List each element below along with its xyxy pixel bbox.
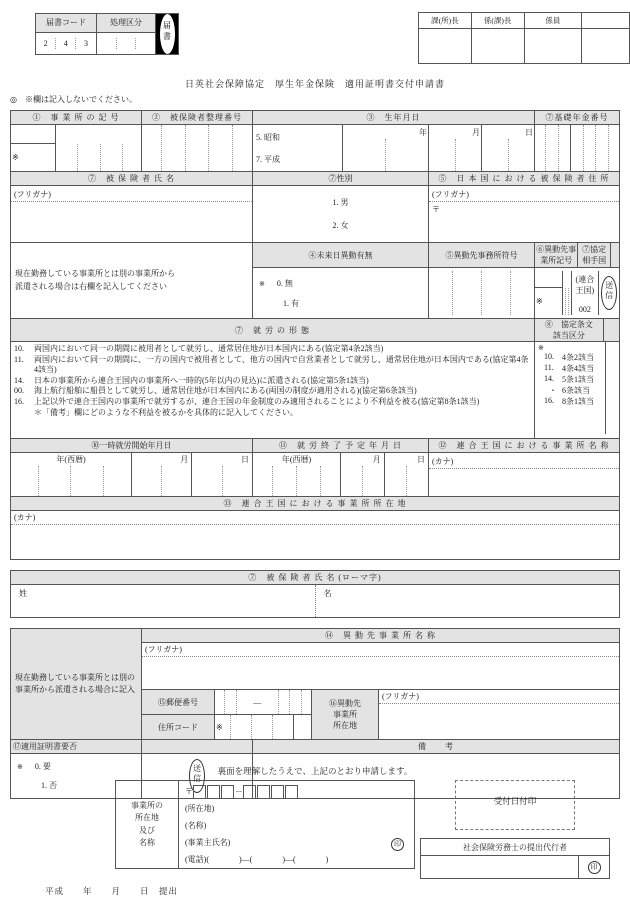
form-note: ◎ ※欄は記入しないでください。 xyxy=(10,95,137,104)
work-form-list xyxy=(11,342,535,439)
header-work-end-date: ⑪ 就 労 終 了 予 定 年 月 日 xyxy=(253,439,429,453)
country-code: 002 xyxy=(578,305,591,314)
approval-table xyxy=(418,12,630,64)
postal-code-row[interactable] xyxy=(185,785,408,799)
postal-dash: — xyxy=(236,690,278,714)
work-form-item[interactable] xyxy=(14,397,531,408)
todokesho-side-label xyxy=(156,14,179,55)
header-transfer-estab-symbol: ⑥異動先事業所記号 xyxy=(536,245,577,265)
header-basic-pension-number: ⑦基礎年金番号 xyxy=(535,111,620,125)
work-item-text: 上記以外で連合王国内の事業所で就労するが、連合王国の年金制度のみ適用されることにより不利益を被る(協定第8条1該当) xyxy=(34,396,480,406)
header-address-code: 住所コード xyxy=(142,715,215,740)
sr-agent-name-field[interactable] xyxy=(421,856,579,879)
dispatch-note-line1: 現在勤務している事業所とは別の事業所から xyxy=(15,268,175,278)
kome-mark-article: ※ xyxy=(538,344,544,352)
field-future-transfer[interactable] xyxy=(253,268,429,319)
field-basic-pension-number[interactable] xyxy=(535,125,620,172)
work-form-footnote: ＊「備考」欄にどのような不利益を被るかを具体的に記入してください。 xyxy=(34,408,298,418)
label-month: 月 xyxy=(429,125,482,139)
header-work-form: ⑦ 就 労 の 形 態 xyxy=(11,319,535,342)
header-remarks: 備 考 xyxy=(253,740,620,754)
code-table xyxy=(35,13,179,55)
sr-agent-seal[interactable] xyxy=(579,856,610,879)
article-item[interactable]: ・ 6条該当 xyxy=(549,386,590,395)
sex-option-female[interactable]: 2. 女 xyxy=(332,221,349,230)
agreement-article-line2: 該当区分 xyxy=(552,331,585,340)
work-item-text: 両国内において同一の期間に被用者として就労し、通常居住地が日本国内にある(協定第4条2該当) xyxy=(34,344,384,353)
label-start-day: 日 xyxy=(241,455,249,464)
input-uk-estab-address[interactable] xyxy=(11,525,619,559)
input-japan-address[interactable] xyxy=(429,202,619,240)
code-digits-cell xyxy=(36,32,97,54)
process-value-cell[interactable] xyxy=(97,32,156,54)
establishment-fields xyxy=(179,781,415,869)
approval-cell-blank[interactable] xyxy=(582,29,630,64)
agreement-article-line1: ⑧ 協定条文 xyxy=(544,320,593,329)
cert-option-required[interactable]: 0. 要 xyxy=(34,762,51,771)
code-digit-1: 2 xyxy=(36,38,56,49)
input-insured-name[interactable] xyxy=(11,202,252,240)
era-heisei[interactable]: 7. 平成 xyxy=(256,154,280,164)
kome-mark-estab: ※ xyxy=(535,288,562,316)
furigana-transfer-estab: (フリガナ) xyxy=(142,643,619,657)
work-item-num: 11. xyxy=(14,354,24,364)
work-item-num: 00. xyxy=(14,386,24,396)
header-insured-number: ② 被保険者整理番号 xyxy=(142,111,253,125)
field-insured-name-roman[interactable] xyxy=(11,585,620,618)
field-transfer-office-symbol[interactable] xyxy=(429,268,535,319)
sr-agent-table xyxy=(420,838,610,879)
dispatch-note xyxy=(11,243,253,319)
field-birth-month-day[interactable] xyxy=(429,125,535,172)
label-year: 年 xyxy=(419,127,427,137)
label-start-year: 年(西暦) xyxy=(11,453,132,466)
field-japan-address[interactable] xyxy=(429,186,620,243)
input-transfer-estab-name[interactable] xyxy=(142,657,619,689)
header-uk-estab-address: ⑬ 連 合 王 国 に お け る 事 業 所 所 在 地 xyxy=(11,497,620,511)
approval-header-blank xyxy=(582,13,630,29)
receipt-stamp-box: 受付日付印 xyxy=(455,780,575,830)
header-uk-estab-name: ⑫ 連 合 王 国 に お け る 事 業 所 名 称 xyxy=(429,439,620,453)
article-item[interactable]: 11. 4条4該当 xyxy=(544,363,594,373)
header-office-symbol: ① 事 業 所 の 記 号 xyxy=(11,111,142,125)
work-form-item[interactable] xyxy=(14,386,531,397)
label-end-year: 年(西暦) xyxy=(253,453,341,466)
main-form-table xyxy=(10,110,620,799)
header-group-6-7 xyxy=(535,243,620,268)
furigana-address: (フリガナ) xyxy=(429,188,619,202)
establishment-phone[interactable]: (電話)( )—( )—( ) xyxy=(185,855,329,864)
work-item-text: 両国内において同一の期間に、一方の国内で被用者として、他方の国内で自営業者として就労し、通常居住地が日本国内である(協定第4条4該当) xyxy=(34,354,529,375)
transfer-option-yes[interactable]: 1. 有 xyxy=(283,298,299,308)
header-insured-name: ⑦ 被 保 険 者 氏 名 xyxy=(11,172,253,186)
process-header-label: 処理区分 xyxy=(97,14,156,33)
send-label-1: 送 信 xyxy=(601,276,617,310)
establishment-name[interactable]: (名称) xyxy=(185,821,207,830)
kome-mark-transfer: ※ xyxy=(259,279,265,288)
field-birth-year[interactable] xyxy=(342,125,428,172)
field-postal-code[interactable] xyxy=(215,690,312,715)
approval-cell-kakaricho[interactable] xyxy=(471,29,524,64)
furigana-transfer-address: (フリガナ) xyxy=(379,690,619,704)
label-first-name: 名 xyxy=(323,589,332,598)
code-digit-3: 3 xyxy=(84,38,89,48)
dispatch-note-line2: 派遣される場合は右欄を記入してください xyxy=(15,281,167,291)
header-work-start-date: ⑩一時就労開始年月日 xyxy=(11,439,253,453)
work-form-item[interactable] xyxy=(14,355,531,376)
approval-header-kacho: 課(所)長 xyxy=(419,13,472,29)
header-insured-name-roman: ⑦ 被 保 険 者 氏 名 (ローマ字) xyxy=(11,571,620,585)
field-work-start-date[interactable] xyxy=(11,453,253,497)
establishment-location[interactable]: (所在地) xyxy=(185,804,215,813)
todokesho-oval: 届 書 xyxy=(160,14,175,54)
header-agreement-country: ⑦協定相手国 xyxy=(578,243,611,267)
transfer-option-none[interactable]: 0. 無 xyxy=(276,278,293,288)
field-transfer-estab-symbol[interactable] xyxy=(535,271,571,315)
send-label-2: 送 信 xyxy=(189,759,205,793)
header-japan-address: ⑤ 日 本 国 に お け る 被 保 険 者 住 所 xyxy=(429,172,620,186)
send-oval-1[interactable] xyxy=(599,271,619,315)
zip-dash: － xyxy=(235,786,243,796)
label-last-name: 姓 xyxy=(11,585,315,617)
field-address-code[interactable] xyxy=(215,715,312,740)
field-transfer-estab-name[interactable] xyxy=(142,643,620,690)
work-form-item[interactable] xyxy=(14,344,531,355)
work-form-item[interactable] xyxy=(14,376,531,387)
header-future-transfer: ④未来日異動有無 xyxy=(253,243,429,268)
input-uk-estab-name[interactable] xyxy=(429,469,619,495)
establishment-table xyxy=(115,780,415,869)
approval-header-kakaricho: 係(課)長 xyxy=(471,13,524,29)
header-birthdate: ③ 生年月日 xyxy=(253,111,535,125)
kome-mark-addrcode: ※ xyxy=(215,715,230,739)
field-work-end-date[interactable] xyxy=(253,453,429,497)
kome-mark-cert: ※ xyxy=(17,763,23,771)
field-office-symbol[interactable] xyxy=(11,125,142,172)
establishment-side-label: 事業所の 所在地 及び 名称 xyxy=(116,781,179,869)
era-showa[interactable]: 5. 昭和 xyxy=(256,132,280,142)
approval-header-kakariin: 係員 xyxy=(524,13,582,29)
field-agreement-article[interactable] xyxy=(535,342,620,439)
header-transfer-address: ⑯異動先 事業所 所在地 xyxy=(312,690,379,739)
field-uk-estab-address[interactable] xyxy=(11,511,620,560)
work-item-text: 日本の事業所から連合王国内の事業所へ一時的(5年以内の見込)に派遣される(協定第5条1該当) xyxy=(34,375,369,385)
field-agreement-country xyxy=(571,271,599,315)
approval-cell-kacho[interactable] xyxy=(419,29,472,64)
kome-mark-office: ※ xyxy=(11,144,56,172)
work-item-num: 14. xyxy=(14,375,24,385)
work-item-text: 海上航行船舶に船員として就労し、通常居住地が日本国内にある(両国の制度が適用される)(協定第6条該当) xyxy=(34,386,417,396)
work-item-num: 10. xyxy=(14,344,24,353)
header-agreement-article xyxy=(535,319,620,342)
field-uk-estab-name[interactable] xyxy=(429,453,620,497)
field-birth-era[interactable] xyxy=(253,125,343,172)
sex-option-male[interactable]: 1. 男 xyxy=(332,198,349,207)
label-day: 日 xyxy=(525,127,533,137)
field-insured-number[interactable] xyxy=(142,125,253,172)
postal-mark: 〒 xyxy=(432,205,440,214)
transfer-lower-block xyxy=(142,690,620,740)
establishment-owner-name[interactable]: (事業主氏名) 印 xyxy=(185,839,408,847)
furigana-name: (フリガナ) xyxy=(11,188,252,202)
header-postal-code: ⑮郵便番号 xyxy=(142,690,215,715)
header-cert-required: ⑰適用証明書要否 xyxy=(11,740,142,754)
code-digit-2: 4 xyxy=(56,38,76,49)
submission-date: 平成 年 月 日 提出 xyxy=(45,886,179,896)
label-end-day: 日 xyxy=(417,455,425,464)
approval-cell-kakariin[interactable] xyxy=(524,29,582,64)
header-transfer-office-symbol: ⑤異動先事務所符号 xyxy=(429,243,535,268)
field-transfer-address[interactable] xyxy=(379,690,620,739)
work-item-num: 16. xyxy=(14,396,24,406)
input-transfer-address[interactable] xyxy=(379,704,619,734)
kana-uk-estab-name: (カナ) xyxy=(429,455,619,469)
code-header-label: 届書コード xyxy=(36,14,97,33)
sr-agent-header: 社会保険労務士の提出代行者 xyxy=(421,839,610,856)
page-title: 日英社会保障協定 厚生年金保険 適用証明書交付申請書 xyxy=(184,79,445,89)
country-name: (連合王国) xyxy=(575,275,595,295)
seal-icon: 印 xyxy=(391,838,404,851)
application-statement: 裏面を理解したうえで、上記のとおり申請します。 xyxy=(217,766,413,776)
article-item[interactable]: 14. 5条1該当 xyxy=(544,374,594,384)
field-group-6-7[interactable] xyxy=(535,268,620,319)
header-transfer-estab-name: ⑭ 異 動 先 事 業 所 名 称 xyxy=(142,629,620,643)
article-item[interactable]: 10. 4条2該当 xyxy=(544,352,594,362)
label-start-month: 月 xyxy=(132,453,192,466)
header-sex: ⑦性別 xyxy=(253,172,429,186)
transfer-side-note: 現在勤務している事業所とは別の事業所から派遣される場合に記入 xyxy=(11,629,142,740)
postal-mark-estab: 〒 xyxy=(185,786,193,796)
cert-option-not-required[interactable]: 1. 否 xyxy=(41,781,57,790)
label-end-month: 月 xyxy=(341,453,385,466)
seal-icon-sr: 印 xyxy=(588,861,601,874)
field-sex[interactable] xyxy=(253,186,429,243)
article-item[interactable]: 16. 8条1該当 xyxy=(544,396,594,406)
kana-uk-estab-address: (カナ) xyxy=(11,511,619,525)
field-insured-name[interactable] xyxy=(11,186,253,243)
